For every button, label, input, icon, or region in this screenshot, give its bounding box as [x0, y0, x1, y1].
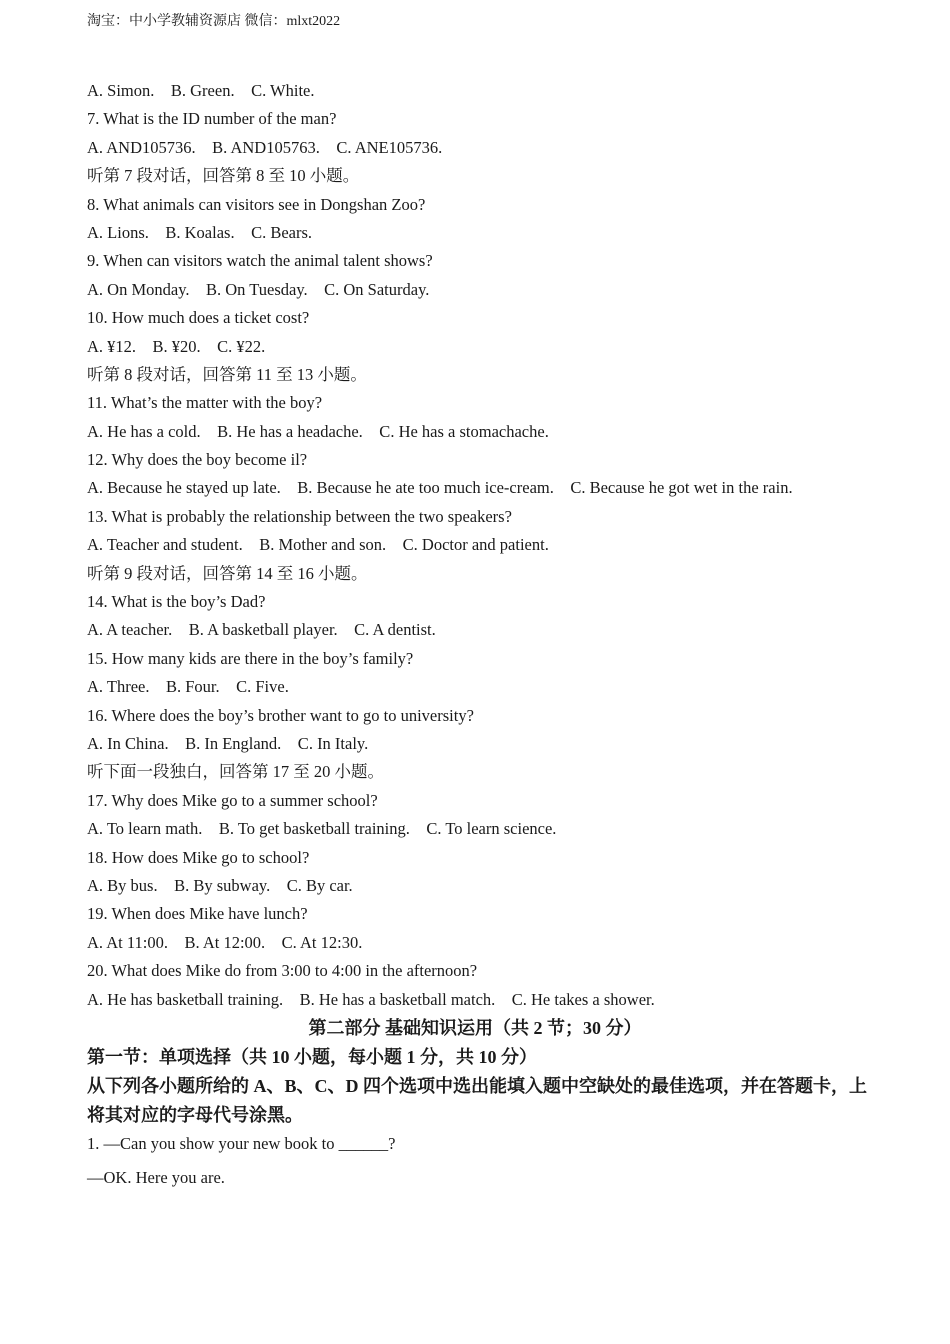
question-1: 1. —Can you show your new book to ______? — [87, 1133, 396, 1153]
text-line: A. He has a cold. B. He has a headache. C. He has a stomachache. — [87, 421, 549, 441]
text-line: 听下面一段独白，回答第 17 至 20 小题。 — [87, 762, 384, 782]
text-line: A. On Monday. B. On Tuesday. C. On Saturday. — [87, 279, 430, 299]
text-line: 19. When does Mike have lunch? — [87, 904, 308, 924]
text-line: 11. What’s the matter with the boy? — [87, 393, 323, 413]
text-line: 8. What animals can visitors see in Dongshan Zoo? — [87, 194, 426, 214]
text-line: 听第 9 段对话，回答第 14 至 16 小题。 — [87, 563, 368, 583]
document-body — [87, 77, 867, 1193]
text-line: A. Three. B. Four. C. Five. — [87, 677, 289, 697]
text-line: 9. When can visitors watch the animal talent shows? — [87, 251, 433, 271]
section1-instruction: 从下列各小题所给的 A、B、C、D 四个选项中选出能填入题中空缺处的最佳选项，并在答题卡，上将其对应的字母代号涂黑。 — [87, 1075, 867, 1125]
text-line: 16. Where does the boy’s brother want to go to university? — [87, 705, 474, 725]
text-line: 听第 8 段对话，回答第 11 至 13 小题。 — [87, 364, 367, 384]
text-line: 20. What does Mike do from 3:00 to 4:00 in the afternoon? — [87, 961, 478, 981]
text-line: A. ¥12. B. ¥20. C. ¥22. — [87, 336, 266, 356]
text-line: 12. Why does the boy become il? — [87, 450, 308, 470]
text-line: A. Because he stayed up late. B. Because he ate too much ice-cream. C. Because he got wet in the rain. — [87, 478, 793, 498]
text-line: 14. What is the boy’s Dad? — [87, 592, 266, 612]
text-line: A. Simon. B. Green. C. White. — [87, 81, 315, 100]
text-line: A. In China. B. In England. C. In Italy. — [87, 733, 369, 753]
text-line: 15. How many kids are there in the boy’s family? — [87, 648, 414, 668]
text-line: A. At 11:00. B. At 12:00. C. At 12:30. — [87, 932, 363, 952]
text-line: A. AND105736. B. AND105763. C. ANE105736. — [87, 137, 443, 157]
text-line: 17. Why does Mike go to a summer school? — [87, 790, 378, 810]
part2-title: 第二部分 基础知识运用（共 2 节；30 分） — [308, 1017, 642, 1038]
text-line: A. By bus. B. By subway. C. By car. — [87, 875, 353, 895]
text-line: 7. What is the ID number of the man? — [87, 109, 337, 129]
text-line: 10. How much does a ticket cost? — [87, 308, 310, 328]
text-line: 18. How does Mike go to school? — [87, 847, 310, 867]
text-line: A. Lions. B. Koalas. C. Bears. — [87, 222, 313, 242]
text-line: 13. What is probably the relationship between the two speakers? — [87, 506, 512, 526]
text-line: A. He has basketball training. B. He has a basketball match. C. He takes a shower. — [87, 989, 655, 1009]
text-line: A. A teacher. B. A basketball player. C. A dentist. — [87, 620, 436, 640]
question-1-reply: —OK. Here you are. — [87, 1168, 225, 1188]
page-header: 淘宝：中小学教辅资源店 微信：mlxt2022 — [87, 14, 341, 29]
section1-heading: 第一节：单项选择（共 10 小题，每小题 1 分，共 10 分） — [87, 1046, 537, 1067]
text-line: 听第 7 段对话，回答第 8 至 10 小题。 — [87, 166, 360, 186]
question-list — [87, 77, 867, 1014]
text-line: A. Teacher and student. B. Mother and son. C. Doctor and patient. — [87, 535, 549, 555]
text-line: A. To learn math. B. To get basketball training. C. To learn science. — [87, 819, 557, 839]
